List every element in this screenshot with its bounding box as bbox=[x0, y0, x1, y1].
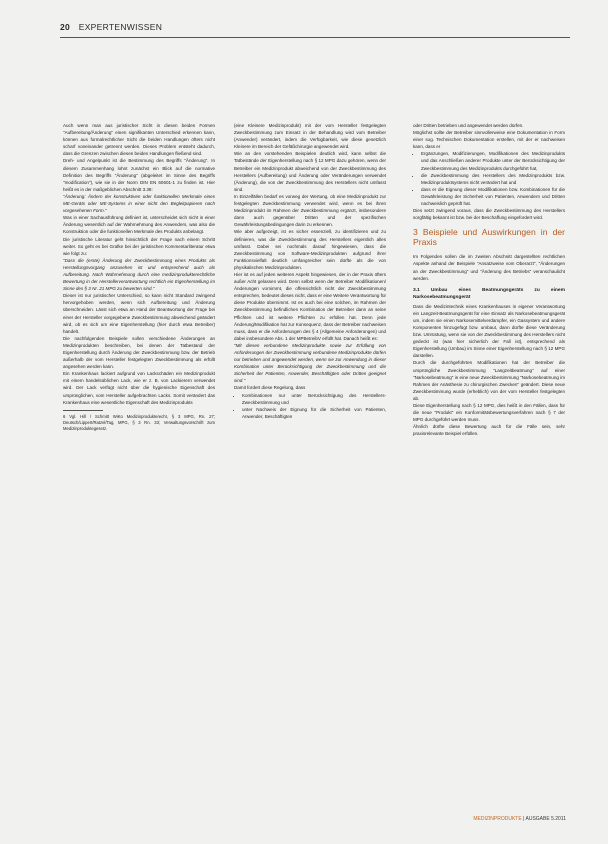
sub-heading: 3.1 Umbau eines Beatmungsgeräts zu einem Narkosebeatmungsgerät bbox=[413, 287, 565, 300]
section-label: EXPERTENWISSEN bbox=[78, 22, 163, 32]
footer-brand: MEDIZINPRODUKTE bbox=[473, 816, 522, 822]
paragraph: Im Folgenden sollen die im zweiten Abschnitt dargestellten rechtlichen Aspekte anhand der Beispiele "Ansatzweise vom Oberarzt", "Änderungen an der Zweckbestimmung" und "Änderung des Betriebs" veranschaulicht werden. bbox=[413, 254, 565, 281]
section-heading: 3 Beispiele und Auswirkungen in der Praxis bbox=[413, 227, 565, 248]
paragraph: Damit fordert diese Regelung, dass bbox=[234, 385, 306, 391]
paragraph: Dass die Medizintechnik eines Krankenhauses in eigener Verantwortung ein Langzeit-Beatmungsgerät für eine Einsatz als Narkosebeatmungsgerät um, indem sie einen Narkosemittelverdampfer, ein Gassystem und andere Komponenten hinzugefügt bzw. umbaut, dann dürfte diese Veränderung bzw. Umrüstung, wenn sie von der Zweckbestimmung des Herstellers nicht gedeckt ist (was hier sicherlich der Fall ist), entsprechend als Eigenherstellung (Umbau) im Sinne einer Eigenherstellung nach § 12 MPG darstellen. bbox=[413, 303, 565, 359]
footer-separator: | bbox=[523, 816, 526, 822]
page-number: 20 bbox=[60, 22, 71, 32]
page-footer bbox=[473, 816, 566, 822]
paragraph: Dies setzt zwingend voraus, dass die Zweckbestimmung des Herstellers sorgfältig bekannt ist bzw. bei der Beschaffung eingefordert wird. bbox=[413, 208, 565, 221]
paragraph: Ein Krankenhaus lackiert aufgrund von Lackschäden ein Medizinprodukt mit einem handelsüblichen Lack, wie er z. B. von Lackierern verwendet wird. Der Lack verfügt nicht über die hygienische Eigenschaft des ursprünglichen, vom Hersteller aufgebrachten Lacks. Somit verändert das Krankenhaus eine wesentliche Eigenschaft des Medizinprodukts bbox=[63, 371, 215, 405]
paragraph: Die juristische Literatur geht hinsichtlich der Frage nach einem Schritt weiter. So geht es bei Grafke bei der juristischen Kommentarliteratur etwa wie folgt zu: bbox=[63, 236, 215, 256]
paragraph: Möglichst sollte der Betreiber sinnvollerweise eine Dokumentation in Form einer sog. Technischen Dokumentation erstellen, mit der er nachweisen kann, dass er bbox=[413, 130, 565, 150]
paragraph: Hier ist es auf jeden weiteren Aspekt hingewiesen, der in der Praxis öfters außer Acht gelassen wird. Denn selbst wenn der Betreiber Modifikationen/Änderungen vornimmt, die offensichtlich nicht der Zweckbestimmung entsprechen, bedeutet dieses nicht, dass er eine Weitere Verantwortung für diese Produkte übernimmt. Ist es auch bei eine solchen, im Rahmen der Zweckbestimmung befindlichen Kombination der Betreiber dann an seine Pflichten und ist weitere Pflichten zu erfüllen hat. Denn jede Änderung/Modifikation hat zur Konsequenz, dass der Betreiber nachweisen muss, dass er die Anforderungen des § 4 (Allgemeine Anforderungen) und dabei insbesondere Abs. 1 der MPBetreibV erfüllt hat. Danach heißt es: bbox=[234, 271, 386, 341]
paragraph: oder Dritten betrieben und angewendet werden dürfen. bbox=[413, 123, 524, 128]
paragraph: Auch wenn man aus juristischer Sicht in diesen beiden Formen "Aufbereitung/Änderung" einen signifikanten Unterschied erkennen kann, können aus formalrechtlicher Sicht die beiden Handlungen öfters nicht scharf voneinander getrennt werden. Dieses Problem entsteht dadurch, dass die Grenzen zwischen diesen beiden Handlungen fließend sind. bbox=[63, 123, 215, 157]
bullet-list bbox=[413, 150, 565, 207]
list-item: • die Zweckbestimmung des Herstellers des Medizinprodukts bzw. Medizinproduktsystems nicht verändert hat und bbox=[421, 172, 565, 186]
list-item: • unter Nachweis der Eignung für die Sicherheit von Patienten, Anwender, Beschäftigten bbox=[242, 406, 386, 420]
footer-issue: AUSGABE 5.2011 bbox=[525, 816, 566, 822]
paragraph: Ähnlich dürfte diese Bewertung auch für die Fälle sein, sehr praxisrelevante Beispiel erfüllen. bbox=[413, 424, 565, 437]
paragraph: Was in einer Sachausführung definiert ist, unterscheidet sich nicht in einer Änderung wesentlich auf der Wahrnehmung des Anwenders, was also die Konstruktion oder die funktionellen Merkmale des Produkts anbelangt. bbox=[63, 215, 215, 235]
footnote: 6 Vgl. Hill / Schmitt WiKo Medizinprodukterecht, § 3 MPG, Rn. 27; Deutsch/Lippert/Ratzel/Tag, MPG, § 3 Rn. 33; Verwaltungsvorschrift zum Medizinproduktegesetz. bbox=[63, 413, 215, 431]
paragraph: In Einzelfällen bedarf es vorweg der Wertung, ob eine Medizinprodukt zur festgelegten Zweckbestimmung verwendet wird, wenn es bei ihren Medizinprodukt im Rahmen der Zweckbestimmung ergänzt, insbesondere dann auch gegenüber Dritten und der spezifischen Gewährleistungsbedingungen darin zu erkennen. bbox=[234, 193, 386, 228]
paragraph: Diese Eigenherstellung nach § 12 MPG, dies heißt in den Fällen, dass für die neue "Produkt" ein Konformitätsbewertungsverfahren nach § 7 der MPG durchgeführt werden muss. bbox=[413, 403, 565, 423]
footnote-rule bbox=[63, 410, 103, 411]
column-2 bbox=[234, 122, 386, 420]
quote: "Mit diesen verbundene Medizinprodukte sowie zur Erfüllung von Anforderungen der Zweckbestimmung verbundene Medizinprodukte dürfen nur betrieben und angewendet werden, wenn sie zur Anwendung in dieser Kombination unter Berücksichtigung der Zweckbestimmung und die Sicherheit der Patienten, Anwender, Beschäftigten oder Dritten geeignet sind." bbox=[234, 342, 386, 384]
bullet-list bbox=[234, 392, 386, 420]
page-header bbox=[60, 22, 570, 36]
paragraph: Dieser ist nur juristischer Unterschied, so kann nicht Standard zwingend hervorgehoben werden, wenn sich Aufbereitung und Änderung überschneiden. Lässt sich etwa an Hand der Beantwortung der Frage bei einer der Hersteller vorgegebene Zweckbestimmung abweichend geändert wird, ob es sich um eine Eigenherstellung (hier durch etwa Betreiber) handelt. bbox=[63, 293, 215, 334]
paragraph: Die nachfolgenden Beispiele sollen verschiedene Änderungen an Medizinprodukten beschreiben, bei denen der Tatbestand der Eigenherstellung durch Änderung der Zweckbestimmung bzw. der Betrieb außerhalb der vom Hersteller festgelegten Zweckbestimmung als erfüllt angesehen werden kann. bbox=[63, 335, 215, 370]
paragraph: Durch die durchgeführten Modifikationen hat der Betreiber die ursprüngliche Zweckbestimmung "Langzeitbeatmung" auf einer "Narkosebeatmung" in eine neue Zweckbestimmung "Narkosebeatmung im Rahmen der Anästhesie zu chirurgischen Zwecken" geändert. Diese neue Zweckbestimmung wurde (erheblich) von der vom Hersteller festgelegten ab. bbox=[413, 360, 565, 401]
header-rule bbox=[60, 37, 570, 38]
column-1 bbox=[63, 122, 215, 432]
list-item: • Kombinationen nur unter Berücksichtigung des Herstellers-Zweckbestimmung und bbox=[242, 392, 386, 406]
paragraph: Wie an den vorstehenden Beispielen deutlich wird, kann selbst die Tatbestände der Eigenherstellung nach § 12 MPG dazu gehören, wenn der Betreiber ein Medizinprodukt abweichend von der Zweckbestimmung des Herstellers (Aufbereitung) und Änderung oder Veränderungen verwendet (Änderung), die von der Zweckbestimmung des Herstellers nicht umfasst sind. bbox=[234, 151, 386, 192]
paragraph: Dreh- und Angelpunkt ist die Bestimmung des Begriffs "Änderung". In diesem Zusammenhang lohnt zunächst ein Blick auf die normative Definition des Begriffs "Änderung" (abgeleitet im Sinne des Begriffs "modification"), wie sie in der Norm DIN EN 60601-1 zu finden ist. Hier heißt es in der maßgeblichen Abschnitt 3.38: bbox=[63, 158, 215, 192]
quote: "Änderung: Ändern der konstruktiven oder funktionellen Merkmale eines ME-Geräts oder ME-Systems in einer nicht den Begleitpapieren nach vorgesehenen Form." bbox=[63, 193, 215, 214]
list-item: • Ergänzungen, Modifizierungen, Modifikationen des Medizinprodukts und das Anschließen anderer Produkte unter der Berücksichtigung der Zweckbestimmung des Medizinprodukts durchgeführt hat, bbox=[421, 150, 565, 171]
paragraph: (eine Kleinere Medizinprodukt) mit der vom Hersteller festgelegten Zweckbestimmung zum Einsatz in der Behandlung wird vom Betreiber (Anwender) verändert, indem die Verfügbarkeit, wie diese gesetzlich Kleinere im Bereich der Gefäßchirurgie angewendet wird. bbox=[234, 123, 386, 150]
list-item: • dass er die Eignung dieser Modifikationen bzw. Kombinationen für die Gewährleistung der Sicherheit von Patienten, Anwendern und Dritten nachweislich geprüft hat. bbox=[421, 186, 565, 207]
quote: "Dass die (erste) Änderung der Zweckbestimmung eines Produkts als Herstellungsvorgang anzusehen ist und entsprechend auch als Aufbereitung. Nach Wahrnehmung durch eine medizinprodukterechtliche Bewertung in der Herstellerverantwortung rechtlich ein Eigenherstellung im Sinne des § 3 Nr. 21 MPG zu bewerten sind." bbox=[63, 257, 215, 292]
column-3 bbox=[413, 122, 565, 437]
paragraph: Wie aber aufgezeigt, ist es sicher essenziell, zu identifizieren und zu definieren, was die Zweckbestimmung des Herstellers eigentlich alles umfasst. Dabei sei nochmals darauf hingewiesen, dass die Zweckbestimmung von Software-Medizinprodukten aufgrund ihrer Funktionsvielfalt deutlich umfangreicher sein dürfte als die von physikalischen Medizinprodukten. bbox=[234, 229, 386, 270]
